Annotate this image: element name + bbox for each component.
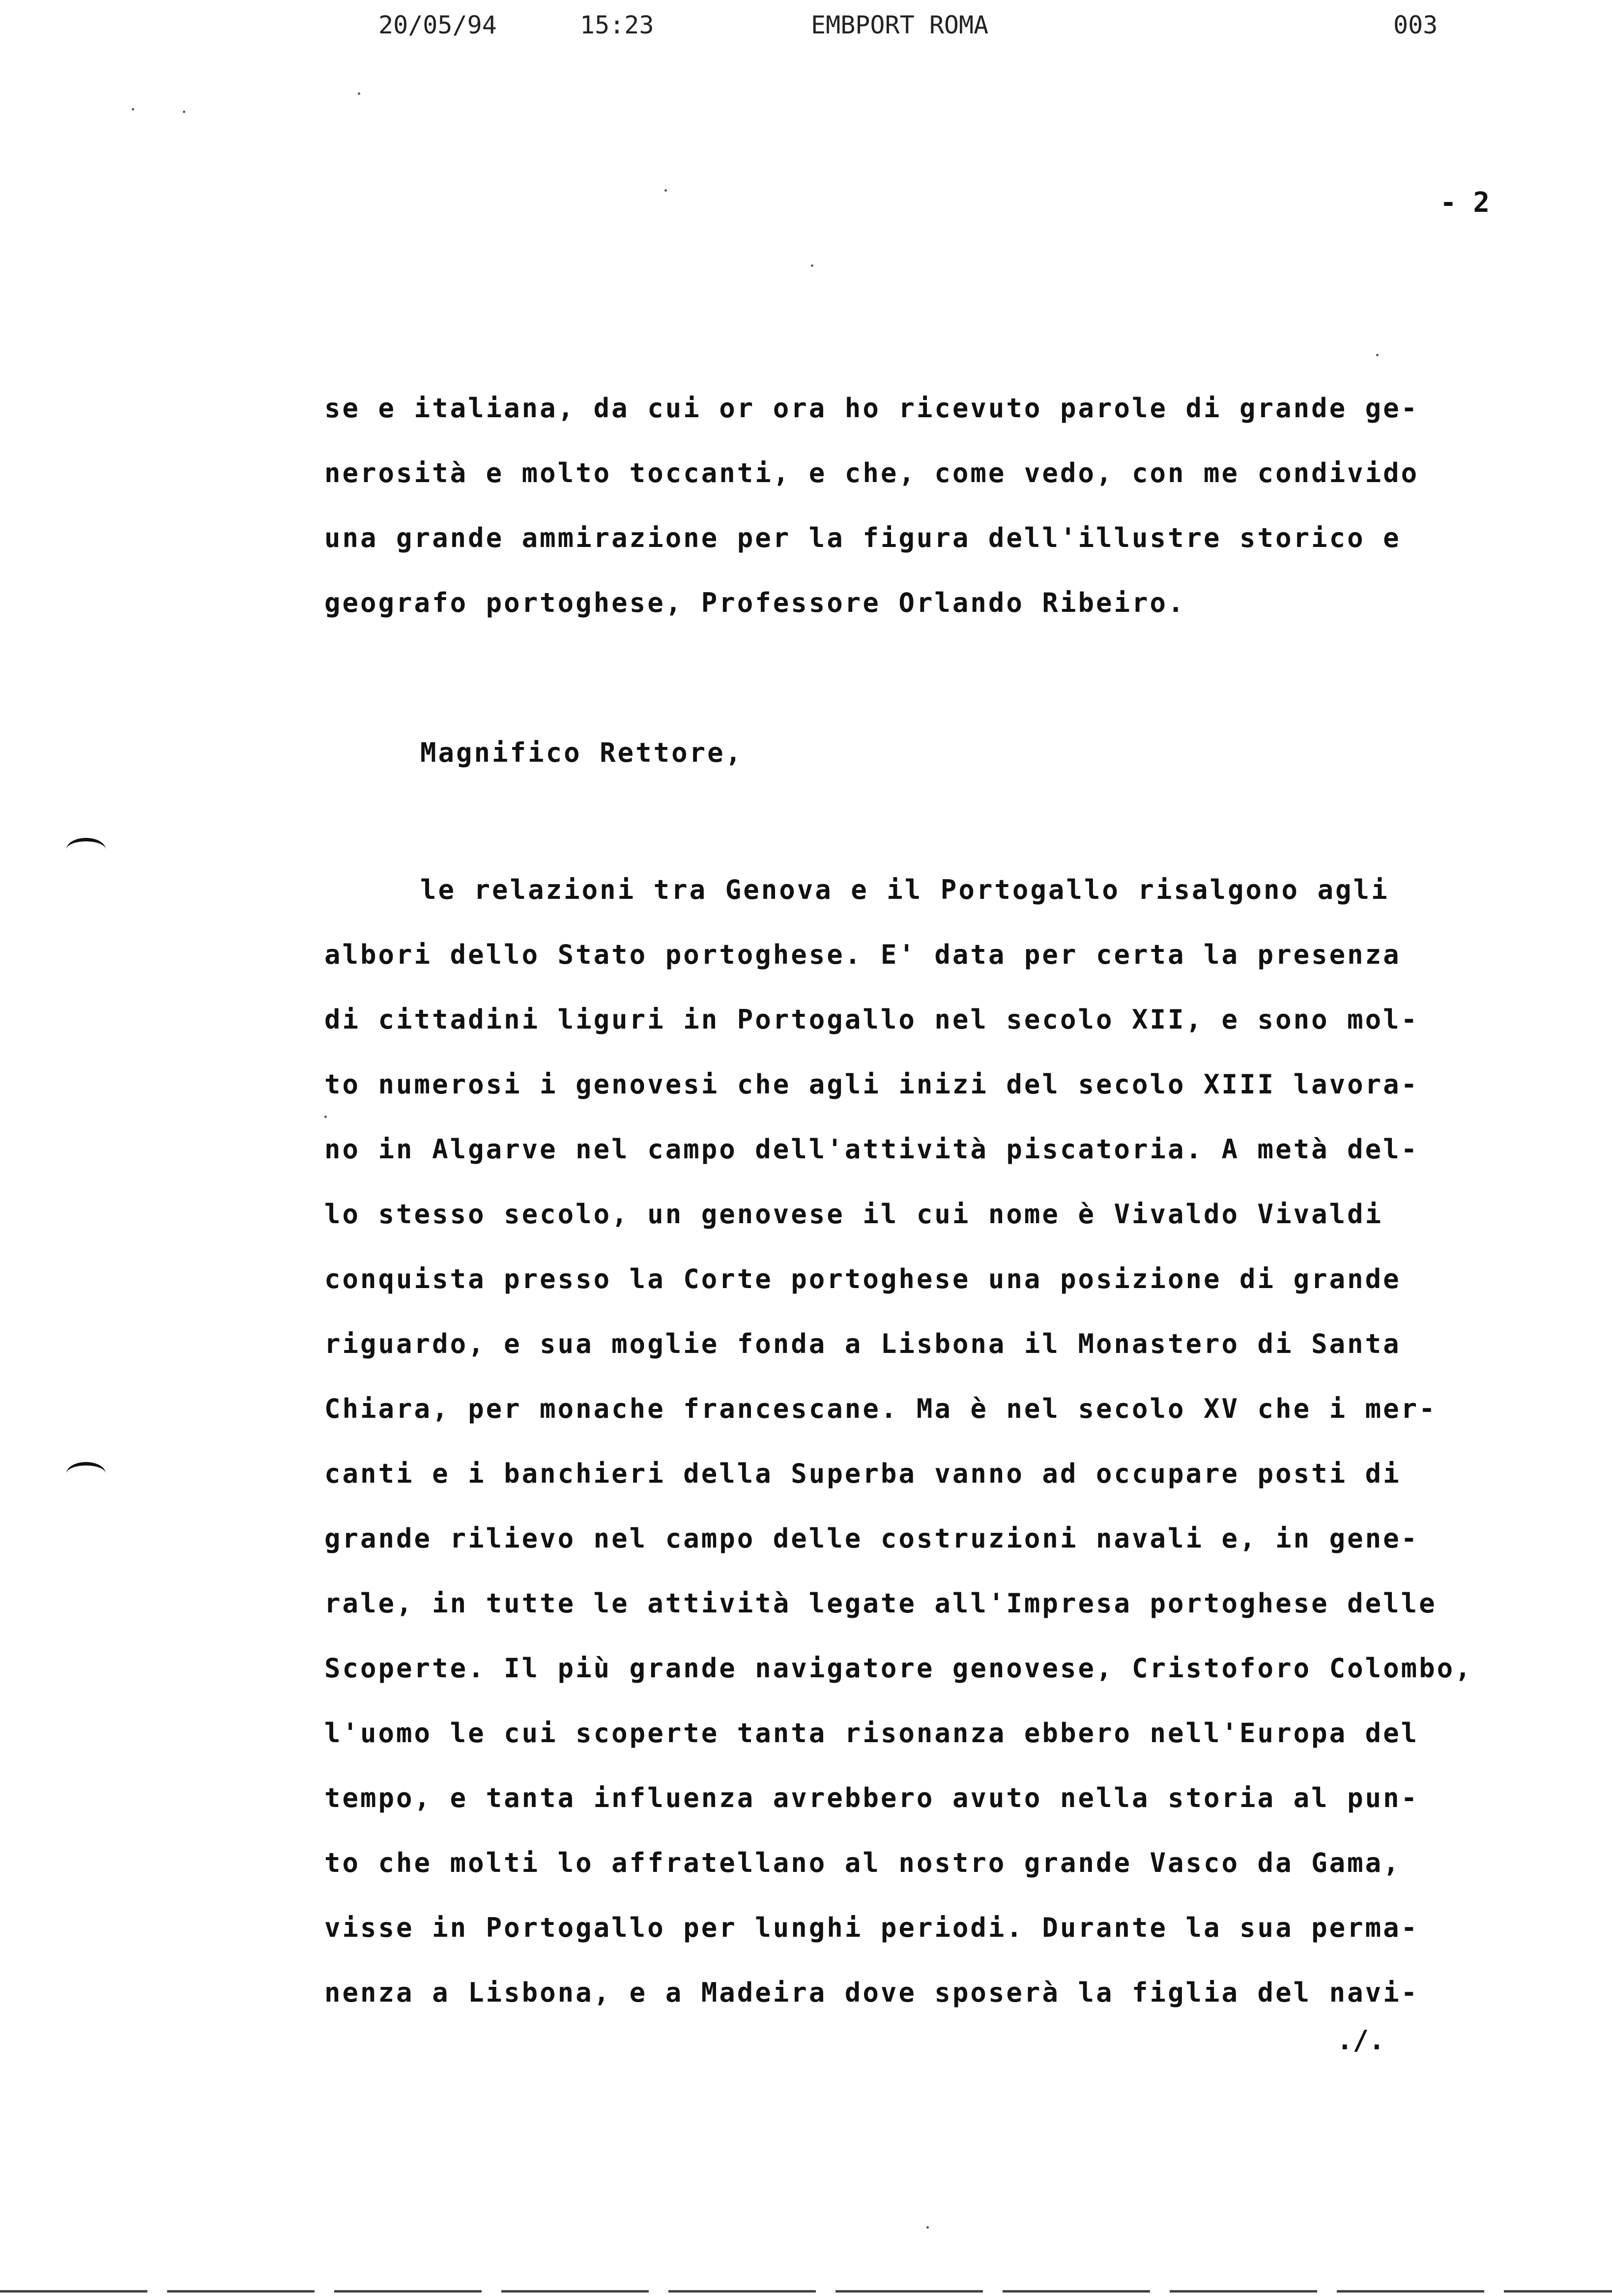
scan-speck	[1376, 354, 1379, 356]
main-paragraph	[324, 858, 1543, 2025]
text-line: Chiara, per monache francescane. Ma è nel secolo XV che i mer-	[324, 1393, 1437, 1424]
hole-punch-mark	[66, 838, 106, 861]
text-line: se e italiana, da cui or ora ho ricevuto parole di grande ge-	[324, 393, 1419, 424]
continuation-mark: ./.	[1337, 2025, 1385, 2056]
scan-speck	[926, 2226, 929, 2229]
text-line: una grande ammirazione per la figura dell'illustre storico e	[324, 522, 1401, 553]
text-line: tempo, e tanta influenza avrebbero avuto nella storia al pun-	[324, 1782, 1419, 1813]
text-line: lo stesso secolo, un genovese il cui nome è Vivaldo Vivaldi	[324, 1199, 1383, 1230]
text-line: no in Algarve nel campo dell'attività piscatoria. A metà del-	[324, 1134, 1419, 1165]
text-line: grande rilievo nel campo delle costruzioni navali e, in gene-	[324, 1523, 1419, 1554]
page-number: - 2	[1440, 187, 1490, 219]
text-line: le relazioni tra Genova e il Portogallo risalgono agli	[420, 874, 1389, 905]
fax-date: 20/05/94	[378, 11, 497, 39]
fax-header	[0, 11, 1612, 50]
text-line: geografo portoghese, Professore Orlando Ribeiro.	[324, 587, 1186, 618]
scan-speck	[183, 111, 185, 113]
text-line: l'uomo le cui scoperte tanta risonanza ebbero nell'Europa del	[324, 1718, 1419, 1749]
salutation: Magnifico Rettore,	[420, 737, 744, 768]
text-line: albori dello Stato portoghese. E' data per certa la presenza	[324, 939, 1401, 970]
fax-time: 15:23	[580, 11, 654, 39]
scan-speck	[132, 108, 134, 111]
text-line: canti e i banchieri della Superba vanno ad occupare posti di	[324, 1458, 1401, 1489]
text-line: riguardo, e sua moglie fonda a Lisbona il Monastero di Santa	[324, 1328, 1401, 1359]
intro-paragraph	[324, 376, 1543, 635]
fax-page: 003	[1393, 11, 1438, 39]
text-line: conquista presso la Corte portoghese una posizione di grande	[324, 1263, 1401, 1294]
text-line: Scoperte. Il più grande navigatore genovese, Cristoforo Colombo,	[324, 1653, 1473, 1684]
fax-sender: EMBPORT ROMA	[811, 11, 989, 39]
text-line: to numerosi i genovesi che agli inizi del secolo XIII lavora-	[324, 1069, 1419, 1100]
text-line: di cittadini liguri in Portogallo nel secolo XII, e sono mol-	[324, 1004, 1419, 1035]
text-line: nenza a Lisbona, e a Madeira dove sposerà la figlia del navi-	[324, 1977, 1419, 2008]
scan-speck	[358, 92, 360, 95]
hole-punch-mark	[66, 1462, 106, 1485]
text-line: visse in Portogallo per lunghi periodi. Durante la sua perma-	[324, 1912, 1419, 1943]
scan-speck	[664, 189, 667, 192]
text-line: rale, in tutte le attività legate all'Impresa portoghese delle	[324, 1588, 1437, 1619]
text-line: to che molti lo affratellano al nostro grande Vasco da Gama,	[324, 1847, 1401, 1878]
text-line: nerosità e molto toccanti, e che, come vedo, con me condivido	[324, 458, 1419, 488]
page-bottom-edge	[0, 2290, 1612, 2293]
scan-speck	[811, 264, 813, 267]
